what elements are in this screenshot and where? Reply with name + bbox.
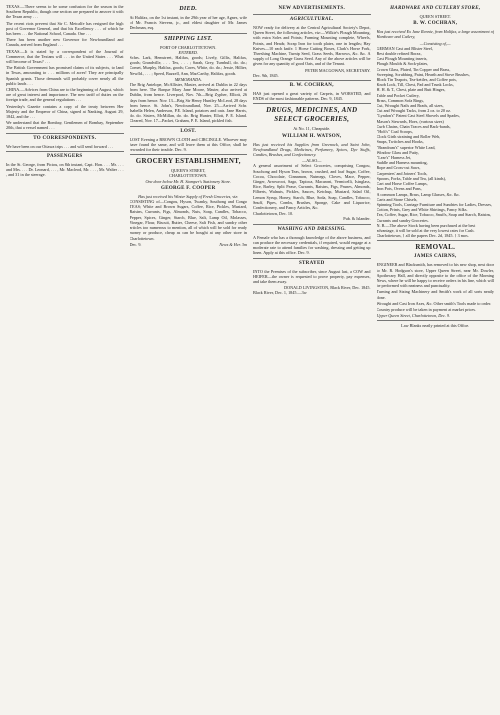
subheading: MEMORANDA. xyxy=(174,76,202,82)
article-paragraph: TEXAS.—It is stated by a correspondent of the Journal of Commerce, that the Texians will . . . in the United States . . . What will become of Texas? . . . xyxy=(6,48,124,65)
list-item: Cart and Horse Coffee Lamps, xyxy=(376,181,428,187)
list-item: Crown Glass, Plated, Tin Copper and Brass, xyxy=(376,66,451,72)
article-paragraph: We understand that the Bombay, Gentlemen of Bombay, September 20th, that a vessel named . . . xyxy=(6,120,124,131)
ad-footer: Law Blanks neatly printed at this Office. xyxy=(401,323,470,329)
list-item: Carpenters' and Joiners' Tools, xyxy=(376,170,428,176)
list-item: Carts and Stone Chisels, xyxy=(376,196,418,202)
article-paragraph: The British Government has promised claims of its subjects, to land in Texas, amounting to . . . millions of acres! They are principally Spanish grants. Those demands will probably cover nearly all the public lands . . . xyxy=(6,65,124,86)
list-item: N. B.—The above Stock having been purchased at the best advantage, it will be sold at the very lowest rates for Cash. xyxy=(376,222,476,233)
ad-heading: STRAYED xyxy=(298,260,325,266)
list-item: Block Tin Teapots, Tea-kettles, and Coffee pots, xyxy=(376,77,457,83)
divider xyxy=(377,320,495,321)
list-item: Plough Moulds & Sock-plates, xyxy=(376,61,429,67)
list-item: Rope and Cross-cut Saws, xyxy=(376,165,421,171)
ad-heading: GROCERY ESTABLISHMENT, xyxy=(135,157,241,166)
ad-intro: Has just received Ex Jane Rennie, from Halifax, a large assortment of Hardware and Cutlery, xyxy=(376,29,494,40)
ad-text: A general assortment of Select Groceries, comprising Congou, Souchong and Hyson Teas, brown, crushed, and loaf Sugar, Coffee, Cocoa, Chocolate, Cinnamon, Nutmegs, Cloves, Mace, Pepper, Ginger, Arrowroot, Sago, Tapioca, Macaroni, Vermicelli, Isinglass, Rice, Barley, Split Pease, Currants, Raisins, Figs, Prunes, Almonds, Filberts, Walnuts, Pickles, Sauces, Ketchup, Mustard, Salad Oil, Lemon Syrup, Honey, Starch, Blue, Soda, Soap, Candles, Tobacco, Snuff, Pipes, Combs, Brushes, Sponge, Cake and Liquorice, Confectionery, and Fancy Articles, &c. xyxy=(253,163,371,211)
ad-note: One door below Mr. H. Stamper's Stationery Store. xyxy=(145,178,231,184)
list-item: "Lear's" Harness Jet, xyxy=(376,155,412,161)
list-item: Tea, Coffee, Sugar, Rice, Tobacco, Snuffs, Soap and Starch, Raisins, Currants and sundry Groceries. xyxy=(376,212,492,223)
list-item: "Brandram's" superior White Lead, xyxy=(376,144,436,150)
list-item: A common Lamps, Brass, Lamp Glasses, &c. &c. xyxy=(376,191,461,197)
section-heading: SHIPPING LIST. xyxy=(164,35,213,42)
column-3 xyxy=(253,4,371,711)
divider xyxy=(130,33,248,34)
ad-subheading: —Consisting of,— xyxy=(419,40,451,46)
list-item: GERMAN Cast and Blister Steel, xyxy=(376,45,433,51)
ad-signature: PETER MACGOWAN, SECRETARY. xyxy=(305,67,371,73)
ad-text: CONSISTING of—Congou, Hyson, Twanky, Southong and Congo TEAS; White and Brown Sugars, Coffee, Rice, Pickles, Mustard, Raisins, Currants, Figs, Almonds, Nuts, Soap, Candles, Tobacco, Pepper, Spices, Ginger, Starch, Blue, Salt, Lamp Oil, Molasses, Vinegar, Flour, Biscuit, Butter, Cheese, Salt Fish, and sundry other articles too numerous to mention, all of which will be sold for ready money or produce, cheap as can be bought at any other store in Charlottetown. xyxy=(129,199,247,241)
list-item: Spoons, Forks, Table and Tea, (all kinds), xyxy=(376,175,447,181)
divider xyxy=(253,80,371,81)
ad-text: Country produce will be taken in payment at market prices. xyxy=(376,306,477,312)
ad-footer: Black River, Dec. 1, 1845.—3w xyxy=(253,290,307,296)
divider xyxy=(253,224,371,225)
ad-text: Wrought and Cast Iron Axes, &c. Other smith's Tools made to order. xyxy=(376,300,492,306)
ad-text: ENGINEER and Blacksmith, has removed to his new shop, next door to Mr. R. Hodgson's store, Upper Queen Street, near Mr. Dowler, Apothecary Hall, and directly opposite to the office of the Morning News, where he will be happy to receive orders in his line, which will be performed with neatness and punctuality. xyxy=(376,262,494,289)
passengers-text: In the St. George, from Pictou, on 8th instant, Capt. Hon. . . . Mr. . . . and Mrs. . . . Dr. Leonard, . . . , Mr. Macleod, Mr. . . . , Mr. Walter . . . , and 31 in the steerage. xyxy=(6,161,124,178)
ad-subheading: —ALSO— xyxy=(302,158,322,164)
ad-heading: REMOVAL. xyxy=(415,243,456,252)
ad-date: Charlottetown, } all the papers Dec. 2d, 1845. } 3 mos. xyxy=(376,233,469,239)
ad-heading: WASHING AND DRESSING. xyxy=(277,226,347,232)
divider xyxy=(253,14,371,15)
ad-intro: Has just received his Supplies from Greenock, and Saint John, Newfoundland Drugs, Medicines, Perfumery, Spices, Dye Stuffs, Candies, Brushes, and Confectionery. xyxy=(253,141,371,158)
ad-name: GEORGE F. COOPER xyxy=(161,185,216,191)
article-paragraph: The recent riots prevent that Sir C. Metcalfe has resigned the high post of Governor General, and that his Excellency . . . of which he has been . . . the National School, Canada. One . . . xyxy=(6,20,124,37)
divider xyxy=(6,151,124,152)
subheading: ENTERED. xyxy=(178,49,198,55)
ad-text: HAS just opened a great variety of Carpets, in WORSTED, and ENDS of the most fashionable patterns. Dec. 9, 1845. xyxy=(253,91,371,102)
article-paragraph: TEXAS.—There seems to be some confusion for the season in the Southern Republic, though one section are prepared to answer it with the Texan army . . . xyxy=(6,4,124,20)
list-item: Saddle and Harness mounting, xyxy=(376,160,428,166)
ad-name: JAMES CAIRNS, xyxy=(413,254,457,260)
list-item: Sweeping, Scrubbing, Paint, Hearth and Stove Brushes, xyxy=(376,71,470,77)
section-heading: NEW ADVERTISEMENTS. xyxy=(278,6,346,11)
list-item: Window Glass and Putty, xyxy=(376,149,419,155)
list-item: Cut, Wrought Nails and Brads, all sizes, xyxy=(376,103,444,109)
list-item: Iron Pots, Ovens and Pans, xyxy=(376,186,422,192)
list-item: "Lyndon's" Patent Cast Steel Shovels and Spades, xyxy=(376,113,460,119)
notice-text: We have been on our Ottawa trips . . . and will send forward . . . xyxy=(6,143,114,149)
ad-date: Charlottetown, Dec. 10. xyxy=(253,211,294,217)
divider xyxy=(377,240,495,241)
ad-text: NOW ready for delivery at the Central Agricultural Society's Depot, Queen Street, the following articles, viz:—Wilkie's Plough Mounting, with extra Soles and Points; Farming Mounting complete, Wheels, Points, and Heads; Scrap Iron for tooth plates, one in lengths; Hay Knives—10 each knife. 1 Horse Cutting Boxes, Clark's Horse Fork, Threshing Machine, Turnip Seed, Grass Seeds, Harrows, &c. &c. A supply of Long Orange Grass Seed. Any of the above articles will be given for any quantity of good Oats, and of the Tenant. xyxy=(253,25,371,67)
ad-date: Dec. 9. xyxy=(129,241,142,247)
divider xyxy=(130,154,248,155)
list-item: Clock Girth straining and Roller Web, xyxy=(376,134,441,140)
ad-footer: News & Her. 3m xyxy=(219,241,247,247)
hardware-list xyxy=(377,46,495,233)
divider xyxy=(6,133,124,134)
ad-heading: DRUGS, MEDICINES, AND SELECT GROCERIES, xyxy=(266,106,358,124)
ad-signature: DONALD LIVINGSTON, Black River, Dec. 1845. xyxy=(284,285,371,291)
ad-heading: AGRICULTURAL. xyxy=(289,17,334,22)
list-item: Cast Plough Mounting inserts, xyxy=(376,56,428,62)
ad-text: A Female who has a thorough knowledge of the above business, and can produce the necessary credentials, if required, would engage at a moderate rate to attend families for washing, dressing and getting up linen. Apply at this office. Dec. 9. xyxy=(253,234,371,256)
list-item: "Holt's" Coal Scoops, xyxy=(376,129,413,135)
divider xyxy=(130,126,248,127)
list-item: Best double refined Borax, xyxy=(376,51,422,57)
list-item: Cut and Wrought Tacks, from 2 oz. to 20 oz. xyxy=(376,108,452,114)
ad-name: WILLIAM H. WATSON, xyxy=(282,133,342,139)
column-1 xyxy=(6,4,124,711)
list-item: Curb Chains, Chain Traces and Back-bands, xyxy=(376,123,451,129)
column-4 xyxy=(377,4,495,711)
column-2 xyxy=(130,4,248,711)
ad-heading: B. W. COCHRAN, xyxy=(289,83,334,89)
list-item: Brass, Common Sofa Rings, xyxy=(376,97,425,103)
ad-address: Upper Queen Street, Charlottetown, Dec. 9. xyxy=(376,313,451,319)
shipping-text: The Brig Antelope, McAllister, Master, arrived at Dublin in 22 days from here. The Barque Mary Jane Moore, Master, also arrived at Dublin, from hence. Liverpool, Nov. 7th—Brig Zypher, Elliott, 26 days from hence. Nov. 13—Brig Sir Henry Huntley McLeod, 28 days from hence. St. John's, Newfoundland, Nov. 25—Arrived Schr. Isabella Helen, Anderson, P.E. Island, potatoes and oats. Jane Harris, do. do. Sisters, McMillan, do. do. Brig Hunter, Ellott, P. E. Island. Cleared, Nov. 17—Packet, Graham, P. E. Island, pickled fish. xyxy=(129,82,247,124)
section-heading: DIED. xyxy=(179,6,198,12)
list-item: H. H. & T., Chest, plate and Butt Hinges, xyxy=(376,87,446,93)
shipping-text: Schrs. Lark, Hemstreet, Halifax, goods; Lively, Gillis, Halifax, goods; Grandville, . . . Tex, . . . ; Sarah, Grey, Turnbull, do. do.; Comet, Murphy, Halifax, goods; Cores, White, do. do.; Jessie, Hillier, Newfld., . . . ; Speed, Buzzell, Ann, MacCarthy, Halifax, goods. xyxy=(129,55,247,76)
ad-footer: Pub. & Islander. xyxy=(343,216,371,222)
list-item: Knob Lock, Till, Chest, Pad and Trunk Locks, xyxy=(376,82,454,88)
ad-subheading: CHARLOTTETOWN. xyxy=(169,173,208,179)
ad-name: B. W. COCHRAN, xyxy=(413,21,458,27)
list-item: Spinning Tools, Carriage Furniture and Sundries for Ladies, Dresses, Cotton, Prints, Grey and White Shirtings, Fancy Silks. xyxy=(376,201,493,213)
ad-subheading: QUEEN'S STREET, xyxy=(171,168,206,174)
article-paragraph: CHINA.—Advices from China are to the beginning of August, which are of great interest and importance. The new tariff of duties on the foreign trade, and the general regulations . . . xyxy=(6,87,124,103)
article-paragraph: There has been another new Governor for Newfoundland and Canada, arrived from England . . . xyxy=(6,37,124,48)
ad-text: Turning and Sizing Machinery and Smith's work of all sorts neatly done. xyxy=(376,289,494,300)
ad-heading: HARDWARE AND CUTLERY STORE, xyxy=(390,6,481,11)
ad-intro: Has just received his Winter Supply of Fresh Groceries, viz: xyxy=(138,193,239,199)
divider xyxy=(253,103,371,104)
section-heading: LOST. xyxy=(180,128,197,134)
lost-notice: LOST Evening a BROWN CLOTH and CIRCINGLE. Whoever may have found the same, and will leave them at this Office, shall be rewarded for their trouble. Dec. 9. xyxy=(129,136,247,153)
section-heading: TO CORRESPONDENTS. xyxy=(33,135,97,141)
obituary-text: At Halifax, on the 1st instant, in the 29th year of her age, Agnes, wife of Mr. Francis Stevens, jr., and eldest daughter of Mr. James Dechman, esq. xyxy=(129,15,247,31)
section-heading: PASSENGERS xyxy=(47,153,83,159)
ad-date: Dec. 9th, 1845. xyxy=(253,72,279,78)
ad-subheading: At No. 11, Cheapside. xyxy=(293,126,331,132)
port-heading: PORT OF CHARLOTTETOWN. xyxy=(160,44,217,50)
list-item: Table and Pocket Cutlery, xyxy=(376,92,420,98)
list-item: Snaps, Twitches and Hooks, xyxy=(376,139,424,145)
list-item: Mason's Stewards, Hoes, (various sizes) xyxy=(376,118,444,124)
article-paragraph: Yesterday's Gazette contains a copy of the treaty between Her Majesty and the Emperor of China, signed at Nanking, August 29, 1842, and the . . . xyxy=(6,103,124,120)
divider xyxy=(253,258,371,259)
ad-subheading: QUEEN STREET. xyxy=(419,14,451,19)
ad-text: INTO the Premises of the subscriber, since August last, a COW and HEIFER—the owner is requested to prove property, pay expenses, and take them away. xyxy=(253,268,371,284)
